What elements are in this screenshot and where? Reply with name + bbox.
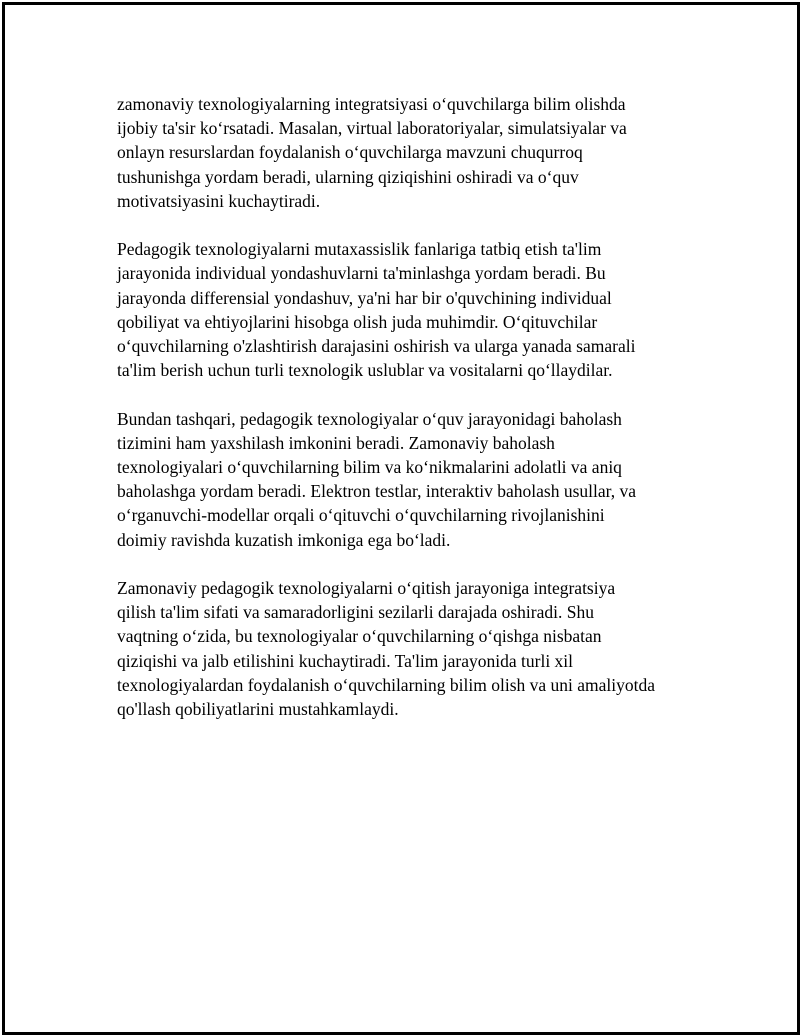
text-line: qilish ta'lim sifati va samaradorligini sezilarli darajada oshiradi. Shu <box>117 602 594 623</box>
text-line: Pedagogik texnologiyalarni mutaxassislik fanlariga tatbiq etish ta'lim <box>117 239 602 260</box>
text-line: ta'lim berish uchun turli texnologik uslublar va vositalarni qo‘llaydilar. <box>117 360 613 381</box>
text-line: Bundan tashqari, pedagogik texnologiyalar o‘quv jarayonidagi baholash <box>117 408 622 429</box>
paragraph-2 <box>117 237 707 382</box>
text-line: qiziqishi va jalb etilishini kuchaytiradi. Ta'lim jarayonida turli xil <box>117 650 574 671</box>
text-line: doimiy ravishda kuzatish imkoniga ega bo‘ladi. <box>117 529 451 550</box>
text-line: onlayn resurslardan foydalanish o‘quvchilarga mavzuni chuqurroq <box>117 142 583 163</box>
text-line: texnologiyalardan foydalanish o‘quvchilarning bilim olish va uni amaliyotda <box>117 674 656 695</box>
text-line: o‘rganuvchi-modellar orqali o‘qituvchi o‘quvchilarning rivojlanishini <box>117 505 605 526</box>
document-body <box>117 92 707 745</box>
text-line: jarayonida individual yondashuvlarni ta'minlashga yordam beradi. Bu <box>117 263 606 284</box>
paragraph-3 <box>117 407 707 552</box>
text-line: qo'llash qobiliyatlarini mustahkamlaydi. <box>117 699 399 720</box>
paragraph-4 <box>117 576 707 721</box>
text-line: zamonaviy texnologiyalarning integratsiyasi o‘quvchilarga bilim olishda <box>117 94 626 114</box>
text-line: texnologiyalari o‘quvchilarning bilim va ko‘nikmalarini adolatli va aniq <box>117 457 622 478</box>
text-line: baholashga yordam beradi. Elektron testlar, interaktiv baholash usullar, va <box>117 481 637 502</box>
text-line: tizimini ham yaxshilash imkonini beradi. Zamonaviy baholash <box>117 432 555 453</box>
paragraph-1 <box>117 92 707 213</box>
text-line: motivatsiyasini kuchaytiradi. <box>117 190 321 211</box>
text-line: jarayonda differensial yondashuv, ya'ni har bir o'quvchining individual <box>117 287 612 308</box>
text-line: Zamonaviy pedagogik texnologiyalarni o‘qitish jarayoniga integratsiya <box>117 578 616 599</box>
text-line: tushunishga yordam beradi, ularning qiziqishini oshiradi va o‘quv <box>117 166 579 187</box>
text-line: ijobiy ta'sir ko‘rsatadi. Masalan, virtual laboratoriyalar, simulatsiyalar va <box>117 118 627 139</box>
text-line: vaqtning o‘zida, bu texnologiyalar o‘quvchilarning o‘qishga nisbatan <box>117 626 602 647</box>
text-line: qobiliyat va ehtiyojlarini hisobga olish juda muhimdir. O‘qituvchilar <box>117 311 598 332</box>
text-line: o‘quvchilarning o'zlashtirish darajasini oshirish va ularga yanada samarali <box>117 336 636 357</box>
